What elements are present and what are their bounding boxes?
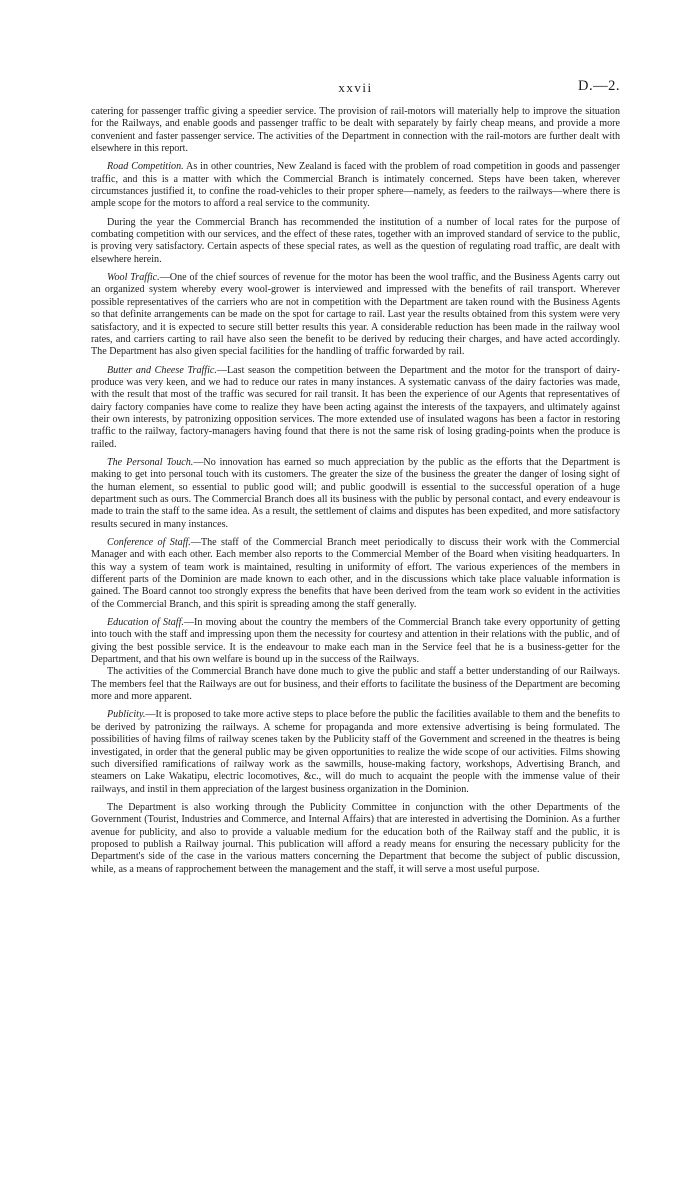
paragraph-local-rates [91,217,620,266]
paragraph-education-of-staff [91,617,620,666]
paragraph-text: The Department is also working through the Publicity Committee in conjunction with the other Departments of the Government (Tourist, Industries and Commerce, and Internal Affairs) that are interested in advertising the Dominion. As a further avenue for publicity, and also to provide a valuable medium for the education both of the Railway staff and the public, it is proposed to publish a Railway journal. This publication will afford a ready means for ensuring the necessary publicity for the Department's side of the case in the various matters concerning the Department that become the subject of public discussion, while, as a means of rapprochement between the management and the staff, it will serve a most useful purpose. [91,801,620,875]
paragraph-heading: Wool Traffic. [107,272,160,284]
paragraph-text: The activities of the Commercial Branch have done much to give the public and staff a better understanding of our Railways. The members feel that the Railways are out for business, and their efforts to facilitate the business of the Department are becoming more and more apparent. [91,666,621,703]
paragraph-conference-of-staff [91,537,620,611]
paragraph-heading: The Personal Touch. [107,456,194,468]
paragraph-personal-touch [91,457,620,531]
paragraph-text: As in other countries, New Zealand is faced with the problem of road competition in goods and passenger traffic, and this is a matter with which the Commercial Branch is intimately concerned. Steps have been taken, wherever circumstances justified it, to confine the road-vehicles to their proper sphere—namely, as feeders to the railways—where there is ample scope for the motors to afford a real service to the community. [91,161,621,210]
paragraph-text: —In moving about the country the members of the Commercial Branch take every opportunity of getting into touch with the staff and impressing upon them the necessity for courtesy and attention in their relations with the public, and of giving the best possible service. It is the endeavour to make each man in the Service feel that he is a business-getter for the Department, and that his own welfare is bound up in the success of the Railways. [91,617,620,666]
paragraph-publicity [91,709,620,795]
paragraph-text: —Last season the competition between the Department and the motor for the transport of dairy-produce was very keen, and we had to reduce our rates in many instances. A systematic canvass of the dairy factories was made, with the result that most of the traffic was secured for rail transit. It has been the experience of our Agents that representatives of dairy factory companies have come to realize they have been acting against the interests of the taxpayers, and ultimately against their own interests, by patronizing opposition services. The more extended use of insulated wagons has been a factor in restoring traffic to the railway, factory-managers having found that there is not the same risk of losing grading-points when the produce is railed. [91,364,620,450]
paragraph-text: —It is proposed to take more active steps to place before the public the facilities available to them and the benefits to be derived by patronizing the railways. A scheme for propaganda and more extensive advertising is being formulated. The possibilities of having films of railway scenes taken by the Publicity staff of the Government and screened in the theatres is being investigated, in order that the general public may be given opportunities to realize the wide scope of our activities. Films showing such diversified ramifications of railway work as the sawmills, house-making factory, workshops, Advertising Branch, and steamers on Lake Wakatipu, electric locomotives, &c., will do much to acquaint the people with the immense value of their railways, and instil in them appreciation of the largest business organization in the Dominion. [91,709,620,795]
paragraph-wool-traffic [91,272,620,358]
paragraph-commercial-branch-activities [91,666,620,703]
paragraph-road-competition [91,161,620,210]
paragraph-heading: Publicity. [107,709,146,721]
paragraph-text: catering for passenger traffic giving a speedier service. The provision of rail-motors will materially help to improve the situation for the Railways, and enable goods and passenger traffic to be dealt with separately by fairly cheap means, and provide a more convenient and faster passenger service. The activities of the Department in connection with the rail-motors are further dealt with elsewhere in this report. [91,106,620,155]
document-body [91,106,620,876]
paragraph-heading: Conference of Staff. [107,537,191,548]
paragraph-text: —No innovation has earned so much appreciation by the public as the efforts that the Department is making to get into personal touch with its customers. The greater the size of the business the greater the danger of losing sight of the human element, so essential to public good will; and public goodwill is essential to the successful operation of a huge department such as ours. The Commercial Branch does all its business with the public by personal contact, and every endeavour is made to train the staff to the same idea. As a result, the settlement of claims and disputes has been expedited, and more satisfactory results secured in many instances. [91,456,621,530]
paragraph-railway-journal [91,802,620,876]
paragraph-heading: Education of Staff. [107,617,184,629]
page-header [91,78,620,100]
paragraph-text: During the year the Commercial Branch has recommended the institution of a number of local rates for the purpose of combating competition with our services, and the effect of these rates, together with an improved standard of service to the public, is proving very satisfactory. Certain aspects of these special rates, as well as the question of regulating road traffic, are dealt with elsewhere herein. [91,216,620,265]
paragraph-rail-motors [91,106,620,155]
paragraph-text: —One of the chief sources of revenue for the motor has been the wool traffic, and the Business Agents carry out an organized system whereby every wool-grower is interviewed and impressed with the benefits of rail transport. Wherever possible representatives of the carriers who are not in competition with the Department are taken round with the Business Agents so that definite arrangements can be made on the spot for cartage to rail. Last year the results obtained from this system were very satisfactory, and it is expected to secure still better results this year. A considerable reduction has been made in the railway wool rates, and carriers carting to rail have also seen the benefit to be derived by reducing their charges, and have acted accordingly. The Department has also given special facilities for the handling of traffic forwarded by rail. [91,272,620,358]
paragraph-heading: Road Competition. [107,161,184,173]
paragraph-heading: Butter and Cheese Traffic. [107,364,217,376]
paragraph-text: —The staff of the Commercial Branch meet periodically to discuss their work with the Commercial Manager and with each other. Each member also reports to the Commercial Member of the Board when visiting headquarters. In this way a system of team work is maintained, resulting in uniformity of effort. The various experiences of the members in different parts of the Dominion are made known to each other, and in the discussions which take place valuable information is gained. The Board cannot too strongly express the benefits that have been derived from the team work so evident in the activities of the Commercial Branch, and this spirit is spreading among the staff generally. [91,537,620,610]
page-number: xxvii [338,80,373,95]
paragraph-butter-cheese-traffic [91,365,620,451]
document-reference: D.—2. [578,78,620,94]
